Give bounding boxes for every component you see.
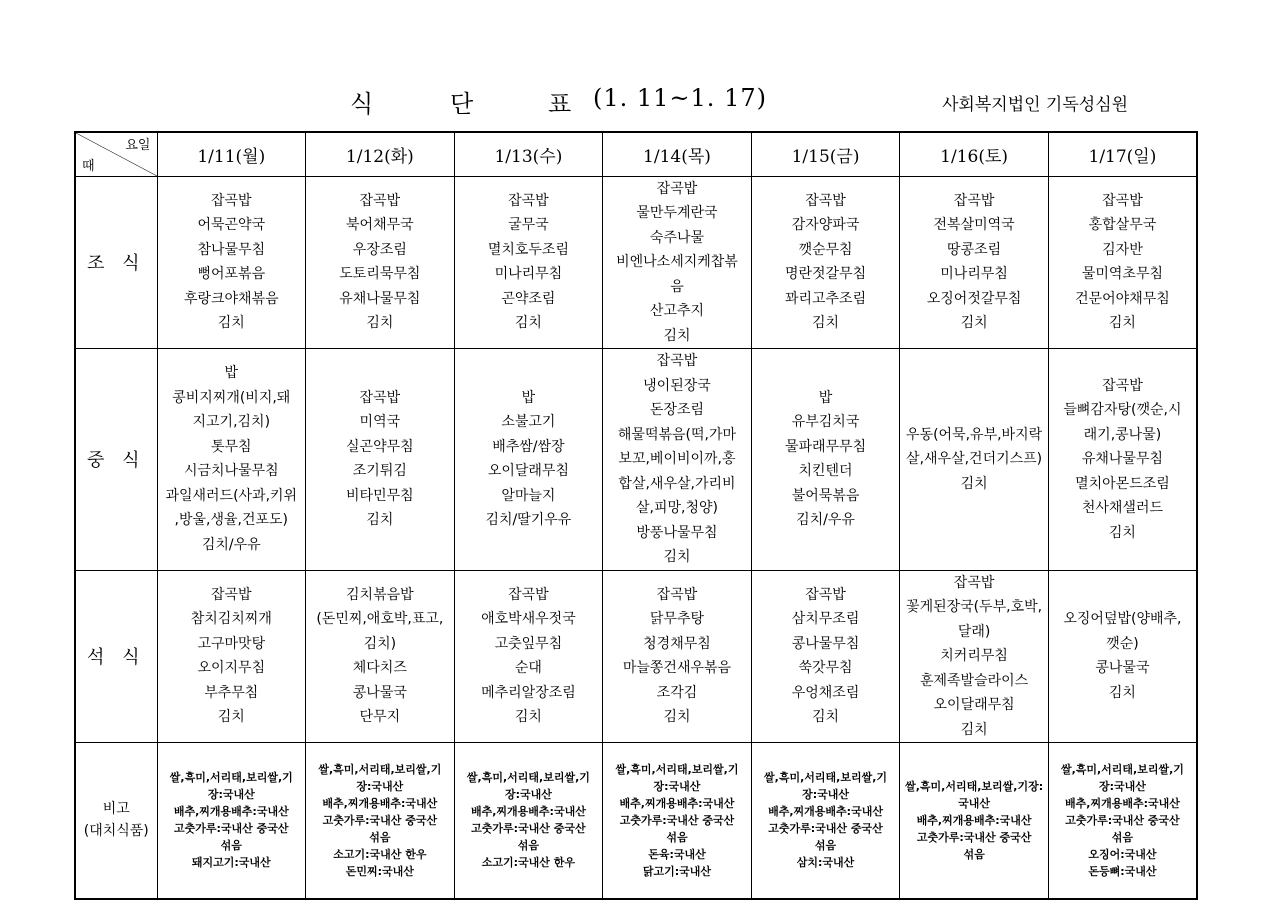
menu-item: 애호박새우젓국 bbox=[481, 611, 576, 628]
menu-item: 미나리무침 bbox=[940, 266, 1008, 283]
menu-items bbox=[605, 583, 749, 730]
menu-item: 김치 bbox=[960, 721, 988, 738]
day-header: 1/17(일) bbox=[1048, 132, 1197, 176]
menu-item: 소불고기 bbox=[501, 414, 556, 431]
note-line: 배추,찌개용배추:국내산 bbox=[768, 805, 883, 819]
menu-item: 참치김치찌개 bbox=[190, 611, 272, 628]
title-part-1: 식 bbox=[350, 90, 375, 118]
menu-item: 김치 bbox=[1108, 315, 1136, 332]
menu-item: 참나물무침 bbox=[197, 241, 266, 258]
corner-day-label: 요일 bbox=[125, 138, 151, 153]
menu-items bbox=[457, 583, 601, 730]
menu-item: 김치 bbox=[366, 315, 394, 332]
menu-items bbox=[902, 423, 1046, 497]
menu-item: 김치 bbox=[960, 315, 988, 332]
menu-item: 냉이된장국 bbox=[643, 377, 711, 394]
menu-items bbox=[1051, 189, 1194, 336]
note-line: 쌀,흑미,서리태,보리쌀,기 bbox=[764, 771, 888, 785]
menu-item: 김치 bbox=[812, 709, 840, 726]
menu-item: 김치/우유 bbox=[201, 536, 261, 553]
menu-item: 실곤약무침 bbox=[346, 438, 414, 455]
note-line: 섞음 bbox=[220, 839, 242, 853]
note-line: 쌀,흑미,서리태,보리쌀,기 bbox=[318, 762, 442, 776]
note-line: 장:국내산 bbox=[653, 779, 701, 793]
menu-item: 김치 bbox=[217, 315, 245, 332]
day-header: 1/16(토) bbox=[900, 132, 1049, 176]
menu-item: 배추쌈/쌈장 bbox=[492, 438, 565, 455]
notes-cell bbox=[157, 743, 306, 899]
menu-item: 잡곡밥 bbox=[953, 192, 995, 209]
menu-item: 청경채무침 bbox=[643, 635, 711, 652]
breakfast-cell bbox=[306, 176, 455, 349]
note-line: 섞음 bbox=[666, 830, 688, 844]
menu-item: 잡곡밥 bbox=[359, 389, 401, 406]
menu-item: 톳무침 bbox=[210, 438, 252, 455]
note-line: 닭고기:국내산 bbox=[642, 864, 712, 878]
menu-item: 잡곡밥 bbox=[508, 192, 549, 209]
note-line: 장:국내산 bbox=[356, 779, 404, 793]
dinner-cell bbox=[900, 570, 1049, 743]
note-line: 섞음 bbox=[963, 847, 985, 861]
lunch-cell bbox=[306, 349, 455, 571]
note-line: 국내산 bbox=[958, 796, 991, 810]
note-line: 장:국내산 bbox=[802, 788, 849, 802]
breakfast-cell bbox=[603, 176, 752, 349]
note-line: 고춧가루:국내산 중국산 bbox=[174, 822, 289, 836]
menu-items bbox=[457, 189, 601, 336]
menu-item: 비엔나소세지케찹볶 bbox=[616, 254, 738, 270]
dinner-cell bbox=[454, 570, 603, 743]
note-line: 고춧가루:국내산 중국산 bbox=[916, 830, 1032, 844]
lunch-cell bbox=[1048, 349, 1197, 571]
menu-item: 살,피망,청양) bbox=[635, 500, 718, 516]
menu-item: 잡곡밥 bbox=[210, 192, 252, 209]
notes-list bbox=[160, 769, 304, 871]
menu-item: 잡곡밥 bbox=[656, 586, 698, 603]
menu-item: 콩나물국 bbox=[1095, 660, 1150, 677]
menu-item: 물미역초무침 bbox=[1081, 266, 1164, 283]
menu-item: 잡곡밥 bbox=[953, 574, 995, 591]
menu-item: 음 bbox=[670, 278, 684, 295]
menu-item: 돈장조림 bbox=[649, 402, 705, 418]
meal-label: 석 식 bbox=[75, 570, 157, 743]
note-line: 소고기:국내산 한우 bbox=[333, 847, 427, 861]
menu-item: 깻순) bbox=[1106, 635, 1139, 652]
note-line: 배추,찌개용배추:국내산 bbox=[916, 813, 1032, 827]
menu-item: 물파래무무침 bbox=[784, 438, 867, 455]
menu-item: 땅콩조림 bbox=[947, 241, 1002, 258]
menu-item: 잡곡밥 bbox=[805, 192, 846, 209]
menu-items bbox=[754, 583, 898, 730]
note-line: 돈민찌:국내산 bbox=[345, 864, 414, 878]
menu-item: 김치 bbox=[663, 327, 691, 344]
lunch-cell bbox=[603, 349, 752, 571]
menu-item: 훈제족발슬라이스 bbox=[919, 672, 1029, 689]
menu-item: 과일새러드(사과,키위 bbox=[165, 487, 298, 504]
menu-item: 콩나물국 bbox=[352, 684, 407, 701]
menu-item: 후랑크야채볶음 bbox=[183, 290, 279, 307]
menu-item: 굴무국 bbox=[508, 217, 549, 234]
menu-item: 감자양파국 bbox=[791, 217, 860, 234]
lunch-cell bbox=[751, 349, 900, 571]
menu-item: 잡곡밥 bbox=[656, 353, 698, 369]
breakfast-cell bbox=[1048, 176, 1197, 349]
menu-item: 잡곡밥 bbox=[805, 586, 846, 603]
menu-items bbox=[754, 386, 898, 533]
note-line: 소고기:국내산 한우 bbox=[481, 856, 576, 870]
day-header: 1/12(화) bbox=[306, 132, 455, 176]
menu-item: 삼치무조림 bbox=[791, 611, 860, 628]
menu-item: 유채나물무침 bbox=[1081, 451, 1164, 467]
menu-items bbox=[902, 571, 1046, 743]
menu-item: 김자반 bbox=[1102, 241, 1143, 258]
menu-item: 김치 bbox=[1108, 524, 1136, 541]
menu-item: 김치 bbox=[366, 512, 394, 529]
menu-item: 치커리무침 bbox=[940, 648, 1008, 664]
notes-list bbox=[457, 769, 601, 871]
menu-item: 오이달래무침 bbox=[933, 697, 1015, 713]
note-line: 고춧가루:국내산 중국산 bbox=[322, 813, 438, 827]
menu-item: 래기,콩나물) bbox=[1083, 426, 1162, 443]
notes-cell bbox=[900, 743, 1049, 899]
notes-cell bbox=[1048, 743, 1197, 899]
menu-item: 멸치아몬드조림 bbox=[1075, 475, 1170, 492]
menu-item: 잡곡밥 bbox=[1102, 192, 1143, 209]
note-line: 쌀,흑미,서리태,보리쌀,기 bbox=[1060, 762, 1184, 776]
menu-item: 북어채무국 bbox=[346, 217, 414, 234]
menu-item: 메추리알장조림 bbox=[481, 684, 576, 701]
note-line: 고춧가루:국내산 중국산 bbox=[1065, 813, 1180, 827]
menu-item: ,방울,생율,건포도) bbox=[174, 512, 289, 529]
menu-item: 쑥갓무침 bbox=[798, 660, 853, 677]
menu-items bbox=[308, 583, 452, 730]
menu-item: 밥 bbox=[224, 365, 239, 382]
menu-item: 미역국 bbox=[359, 414, 401, 431]
menu-item: 물만두계란국 bbox=[636, 205, 718, 221]
menu-item: 고구마맛탕 bbox=[197, 635, 266, 652]
notes-cell bbox=[454, 743, 603, 899]
note-line: 배추,찌개용배추:국내산 bbox=[322, 796, 438, 810]
menu-item: 우장조림 bbox=[352, 241, 407, 258]
note-line: 쌀,흑미,서리태,보리쌀,기 bbox=[169, 771, 293, 785]
menu-items bbox=[457, 386, 601, 533]
menu-item: 미나리무침 bbox=[494, 266, 563, 283]
title-part-3: 표 bbox=[548, 90, 573, 118]
menu-items bbox=[902, 189, 1046, 336]
note-line: 고춧가루:국내산 중국산 bbox=[619, 813, 735, 827]
notes-label-line1: 비고 bbox=[102, 801, 130, 818]
menu-items bbox=[605, 349, 749, 570]
menu-item: 체다치즈 bbox=[352, 660, 407, 677]
menu-item: 꽈리고추조림 bbox=[784, 290, 867, 307]
note-line: 고춧가루:국내산 중국산 bbox=[471, 822, 586, 836]
menu-items bbox=[605, 177, 749, 349]
breakfast-cell bbox=[751, 176, 900, 349]
menu-item: 홍합살무국 bbox=[1088, 217, 1157, 234]
notes-list bbox=[754, 769, 898, 871]
note-line: 쌀,흑미,서리태,보리쌀,기장: bbox=[905, 779, 1044, 793]
note-line: 돈등뼈:국내산 bbox=[1088, 864, 1157, 878]
menu-item: 방풍나물무침 bbox=[636, 524, 718, 541]
note-line: 섞음 bbox=[1111, 830, 1134, 844]
menu-item: 김치 bbox=[514, 709, 542, 726]
title-date-range: (1. 11~1. 17) bbox=[593, 84, 767, 112]
menu-items bbox=[308, 386, 452, 533]
lunch-row bbox=[75, 349, 1197, 571]
menu-item: 깻순무침 bbox=[798, 241, 853, 258]
menu-item: 김치) bbox=[363, 635, 397, 652]
menu-item: 김치 bbox=[217, 709, 245, 726]
lunch-cell bbox=[900, 349, 1049, 571]
menu-item: 전복살미역국 bbox=[933, 217, 1015, 234]
menu-items bbox=[1051, 374, 1194, 546]
menu-item: 명란젓갈무침 bbox=[784, 266, 867, 283]
notes-row bbox=[75, 743, 1197, 899]
menu-item: 잡곡밥 bbox=[656, 180, 698, 197]
menu-item: 오이달래무침 bbox=[487, 463, 569, 480]
menu-item: 숙주나물 bbox=[649, 229, 705, 246]
notes-list bbox=[308, 761, 452, 880]
menu-item: 유부김치국 bbox=[791, 414, 860, 431]
day-header: 1/11(월) bbox=[157, 132, 306, 176]
day-header: 1/15(금) bbox=[751, 132, 900, 176]
menu-item: 고춧잎무침 bbox=[494, 635, 563, 652]
meal-label: 중 식 bbox=[75, 349, 157, 571]
breakfast-cell bbox=[900, 176, 1049, 349]
menu-item: 순대 bbox=[514, 660, 542, 677]
menu-item: 달래) bbox=[957, 623, 991, 640]
note-line: 쌀,흑미,서리태,보리쌀,기 bbox=[466, 771, 590, 785]
menu-item: 잡곡밥 bbox=[359, 192, 401, 209]
dinner-cell bbox=[1048, 570, 1197, 743]
menu-item: 어묵곤약국 bbox=[197, 217, 266, 234]
note-line: 섞음 bbox=[814, 839, 837, 853]
note-line: 돼지고기:국내산 bbox=[191, 856, 271, 870]
note-line: 고춧가루:국내산 중국산 bbox=[768, 822, 883, 836]
menu-item: 밥 bbox=[521, 389, 536, 406]
menu-item: 부추무침 bbox=[204, 684, 259, 701]
notes-cell bbox=[751, 743, 900, 899]
note-line: 돈육:국내산 bbox=[648, 847, 706, 861]
menu-item: 멸치호두조림 bbox=[487, 241, 569, 258]
dinner-row bbox=[75, 570, 1197, 743]
menu-item: 합살,새우살,가리비 bbox=[618, 475, 736, 492]
menu-item: 잡곡밥 bbox=[1102, 377, 1143, 394]
menu-item: 지고기,김치) bbox=[192, 414, 271, 431]
menu-item: 조각김 bbox=[656, 684, 698, 701]
menu-items bbox=[160, 189, 304, 336]
breakfast-cell bbox=[157, 176, 306, 349]
notes-list bbox=[902, 778, 1046, 863]
menu-item: 들뼈감자탕(깻순,시 bbox=[1063, 402, 1182, 418]
menu-item: 비타민무침 bbox=[346, 487, 414, 504]
note-line: 삼치:국내산 bbox=[796, 856, 855, 870]
menu-item: 곤약조림 bbox=[501, 290, 556, 307]
menu-item: 건문어야채무침 bbox=[1075, 290, 1170, 307]
menu-item: 김치 bbox=[663, 549, 691, 565]
notes-cell bbox=[306, 743, 455, 899]
menu-item: 단무지 bbox=[359, 709, 401, 726]
breakfast-cell bbox=[454, 176, 603, 349]
menu-item: 콩나물무침 bbox=[791, 635, 860, 652]
header-row bbox=[75, 132, 1197, 176]
menu-item: 시금치나물무침 bbox=[183, 463, 279, 480]
dinner-cell bbox=[603, 570, 752, 743]
notes-cell bbox=[603, 743, 752, 899]
menu-item: 김치/우유 bbox=[796, 512, 855, 529]
menu-item: 오이지무침 bbox=[197, 660, 266, 677]
menu-item: (돈민찌,애호박,표고, bbox=[316, 611, 444, 628]
menu-item: 우동(어묵,유부,바지락 bbox=[906, 426, 1043, 443]
menu-item: 김치/딸기우유 bbox=[485, 512, 572, 529]
note-line: 배추,찌개용배추:국내산 bbox=[1065, 796, 1180, 810]
notes-label-line2: (대치식품) bbox=[83, 823, 149, 840]
menu-items bbox=[160, 583, 304, 730]
corner-cell bbox=[75, 132, 157, 176]
dinner-cell bbox=[157, 570, 306, 743]
menu-item: 산고추지 bbox=[649, 303, 705, 319]
note-line: 쌀,흑미,서리태,보리쌀,기 bbox=[615, 762, 739, 776]
notes-list bbox=[1051, 761, 1194, 880]
menu-item: 잡곡밥 bbox=[508, 586, 549, 603]
menu-item: 닭무추탕 bbox=[649, 611, 705, 628]
menu-item: 잡곡밥 bbox=[210, 586, 252, 603]
menu-item: 김치 bbox=[663, 709, 691, 726]
title-part-2: 단 bbox=[450, 90, 475, 118]
menu-item: 김치 bbox=[514, 315, 542, 332]
day-header: 1/13(수) bbox=[454, 132, 603, 176]
menu-items bbox=[1051, 607, 1194, 705]
corner-meal-label: 때 bbox=[82, 158, 95, 174]
menu-item: 마늘쫑건새우볶음 bbox=[622, 660, 732, 677]
menu-item: 김치 bbox=[960, 475, 988, 492]
menu-item: 김치 bbox=[812, 315, 840, 332]
menu-item: 도토리묵무침 bbox=[339, 266, 421, 283]
menu-item: 오징어덮밥(양배추, bbox=[1063, 611, 1182, 628]
menu-item: 꽃게된장국(두부,호박, bbox=[906, 599, 1043, 615]
menu-item: 김치볶음밥 bbox=[346, 586, 414, 603]
meal-label: 조 식 bbox=[75, 176, 157, 349]
menu-item: 우엉채조림 bbox=[791, 684, 860, 701]
menu-item: 보꼬,베이비이까,홍 bbox=[618, 451, 736, 467]
day-header: 1/14(목) bbox=[603, 132, 752, 176]
menu-item: 김치 bbox=[1108, 684, 1136, 701]
menu-items bbox=[160, 361, 304, 557]
notes-list bbox=[605, 761, 749, 880]
note-line: 오징어:국내산 bbox=[1088, 847, 1157, 861]
breakfast-row bbox=[75, 176, 1197, 349]
menu-item: 콩비지찌개(비지,돼 bbox=[172, 389, 291, 406]
menu-item: 뻥어포볶음 bbox=[197, 266, 266, 283]
note-line: 섞음 bbox=[517, 839, 540, 853]
menu-items bbox=[754, 189, 898, 336]
dinner-cell bbox=[306, 570, 455, 743]
note-line: 장:국내산 bbox=[1098, 779, 1146, 793]
menu-item: 유채나물무침 bbox=[339, 290, 421, 307]
note-line: 장:국내산 bbox=[207, 788, 255, 802]
menu-item: 살,새우살,건더기스프) bbox=[906, 451, 1043, 467]
menu-item: 조기튀김 bbox=[352, 463, 407, 480]
menu-item: 오징어젓갈무침 bbox=[926, 290, 1022, 307]
note-line: 섞음 bbox=[369, 830, 391, 844]
note-line: 배추,찌개용배추:국내산 bbox=[173, 805, 289, 819]
lunch-cell bbox=[157, 349, 306, 571]
menu-item: 밥 bbox=[818, 389, 833, 406]
notes-label bbox=[75, 743, 157, 899]
dinner-cell bbox=[751, 570, 900, 743]
menu-item: 해물떡볶음(떡,가마 bbox=[617, 426, 737, 443]
menu-item: 불어묵볶음 bbox=[791, 487, 860, 504]
menu-item: 치킨텐더 bbox=[798, 463, 853, 480]
lunch-cell bbox=[454, 349, 603, 571]
menu-table bbox=[74, 131, 1198, 900]
note-line: 배추,찌개용배추:국내산 bbox=[470, 805, 586, 819]
menu-item: 천사채샐러드 bbox=[1081, 500, 1164, 516]
note-line: 배추,찌개용배추:국내산 bbox=[619, 796, 735, 810]
menu-items bbox=[308, 189, 452, 336]
organization-name: 사회복지법인 기독성심원 bbox=[942, 95, 1129, 115]
note-line: 장:국내산 bbox=[504, 788, 552, 802]
menu-item: 알마늘지 bbox=[501, 487, 556, 504]
